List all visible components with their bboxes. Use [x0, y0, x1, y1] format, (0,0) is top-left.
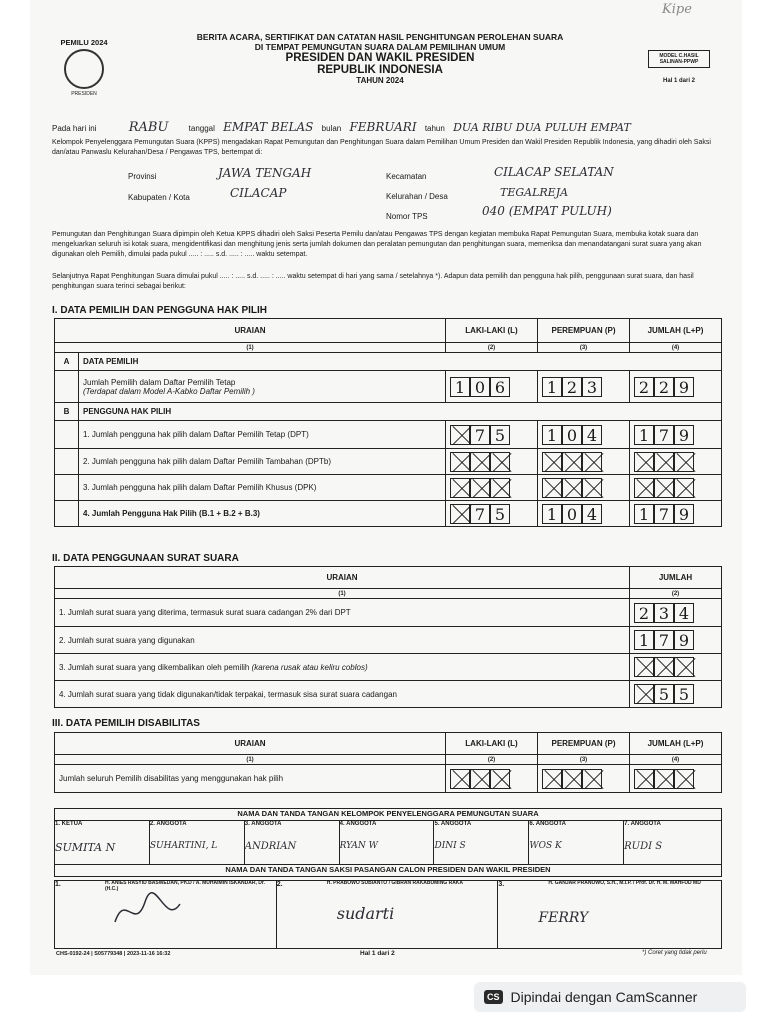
form-header [130, 32, 630, 85]
crossed-box [490, 452, 510, 472]
s1-n2: (2) [446, 343, 538, 353]
s1-b1-p [538, 421, 630, 449]
digit: 2 [634, 377, 654, 397]
kpps-members-row [55, 821, 722, 865]
s1-col-uraian: URAIAN [55, 319, 446, 343]
s1-b4-l [446, 501, 538, 527]
kpps-member [624, 821, 722, 865]
kpps-role: 5. ANGGOTA [434, 821, 472, 827]
s2-col-uraian: URAIAN [55, 567, 630, 589]
digit: 4 [582, 504, 602, 524]
s1-a-l [446, 371, 538, 403]
s2-r1: 1. Jumlah surat suara yang diterima, termasuk surat suara cadangan 2% dari DPT [55, 599, 630, 627]
digit: 1 [634, 504, 654, 524]
s1-a-title: DATA PEMILIH [79, 353, 722, 371]
section1-title: I. DATA PEMILIH DAN PENGGUNA HAK PILIH [52, 305, 267, 316]
kpps-role: 6. ANGGOTA [529, 821, 566, 827]
section2-title: II. DATA PENGGUNAAN SURAT SUARA [52, 553, 239, 564]
provinsi-label: Provinsi [128, 172, 157, 181]
digit: 2 [634, 603, 654, 623]
crossed-box [450, 504, 470, 524]
digit: 5 [490, 504, 510, 524]
kpps-name: ANDRIAN [244, 841, 297, 852]
kpps-role: 1. KETUA [55, 821, 83, 827]
kpps-role: 3. ANGGOTA [244, 821, 282, 827]
footer-page: Hal 1 dari 2 [360, 950, 395, 957]
kpps-name: SUHARTINI, L [149, 841, 218, 851]
s1-col-jml: JUMLAH (L+P) [630, 319, 722, 343]
tahun-label: tahun [424, 124, 445, 133]
saksi-paslon: H. ANIES RASYID BASWEDAN, Ph.D / A. MUHAIMIN ISKANDAR, Dr. (H.C.) [105, 880, 265, 892]
saksi-no: 3. [498, 881, 505, 888]
digit: 6 [490, 377, 510, 397]
crossed-box [450, 478, 470, 498]
intro-text: Kelompok Penyelenggara Pemungutan Suara (KPPS) mengadakan Rapat Pemungutan dan Penghitungan Suara dalam Pemilihan Umum Presiden dan Wakil Presiden Republik Indonesia, yang dihadiri oleh Saksi dan/atau Panwaslu Kelurahan/Desa / Pengawas TPS, bertempat di: [52, 139, 711, 156]
crossed-box [654, 769, 674, 789]
digit: 9 [674, 630, 694, 650]
crossed-box [674, 769, 694, 789]
s1-a-row1b-text: (Terdapat dalam Model A-Kabko Daftar Pemilih ) [83, 386, 255, 396]
kpu-logo [52, 38, 116, 97]
s1-col-l: LAKI-LAKI (L) [446, 319, 538, 343]
header-line5: TAHUN 2024 [356, 76, 404, 85]
crossed-box [674, 478, 694, 498]
kpps-title: NAMA DAN TANDA TANGAN KELOMPOK PENYELENGGARA PEMUNGUTAN SUARA [55, 809, 722, 821]
s1-b2-p [538, 449, 630, 475]
s1-a-j [630, 371, 722, 403]
crossed-box [490, 769, 510, 789]
digit: 3 [582, 377, 602, 397]
kpps-member [529, 821, 624, 865]
section3-table [54, 732, 722, 793]
crossed-box [470, 478, 490, 498]
kelurahan-label: Kelurahan / Desa [386, 192, 448, 201]
s3-col-uraian: URAIAN [55, 733, 446, 755]
s1-b3: 3. Jumlah pengguna hak pilih dalam Daftar Pemilih Khusus (DPK) [79, 475, 446, 501]
digit: 9 [674, 425, 694, 445]
model-page: Hal 1 dari 2 [662, 78, 695, 84]
s1-b3-p [538, 475, 630, 501]
digit: 0 [562, 504, 582, 524]
crossed-box [582, 452, 602, 472]
saksi-cell [276, 881, 498, 949]
hari-value: RABU [128, 120, 169, 135]
s1-b1-l [446, 421, 538, 449]
kpps-role: 2. ANGGOTA [149, 821, 187, 827]
digit: 9 [674, 377, 694, 397]
digit: 1 [450, 377, 470, 397]
crossed-box [542, 769, 562, 789]
digit: 7 [470, 504, 490, 524]
digit: 0 [470, 377, 490, 397]
saksi-title: NAMA DAN TANDA TANGAN SAKSI PASANGAN CALON PRESIDEN DAN WAKIL PRESIDEN [55, 865, 722, 877]
s3-r1-j [630, 765, 722, 793]
crossed-box [490, 478, 510, 498]
saksi-cell [55, 881, 277, 949]
digit: 7 [654, 630, 674, 650]
s3-col-jml: JUMLAH (L+P) [630, 733, 722, 755]
bulan-value: FEBRUARI [349, 120, 417, 134]
camscanner-icon: CS [484, 990, 503, 1004]
signature-icon [105, 892, 195, 932]
kpps-member [149, 821, 244, 865]
s3-col-l: LAKI-LAKI (L) [446, 733, 538, 755]
digit: 7 [654, 504, 674, 524]
section1-table [54, 318, 722, 527]
tanggal-label: tanggal [188, 124, 215, 133]
paragraph-2: Selanjutnya Rapat Penghitungan Suara dimulai pukul ..... : ..... s.d. ..... : ..... waktu setempat di hari yang sama / setelahnya *). Adapun data pemilih dan pengguna hak pilih, penggunaan surat suara, dan hasil penghitungan suara terinci sebagai berikut: [52, 273, 694, 290]
digit: 1 [634, 425, 654, 445]
footer-note: *) Coret yang tidak perlu [642, 950, 707, 956]
kecamatan-value: CILACAP SELATAN [494, 165, 614, 179]
corner-mark: Kipe [662, 2, 692, 17]
s1-b3-j [630, 475, 722, 501]
kpps-name: RYAN W [339, 841, 378, 851]
crossed-box [450, 425, 470, 445]
s1-n4: (4) [630, 343, 722, 353]
header-line1: BERITA ACARA, SERTIFIKAT DAN CATATAN HASIL PENGHITUNGAN PEROLEHAN SUARA [196, 32, 564, 42]
crossed-box [470, 452, 490, 472]
crossed-box [634, 657, 654, 677]
kpps-member [244, 821, 339, 865]
provinsi-value: JAWA TENGAH [218, 166, 312, 180]
header-line3: PRESIDEN DAN WAKIL PRESIDEN [285, 52, 475, 64]
saksi-no: 2. [276, 881, 283, 888]
s3-r1: Jumlah seluruh Pemilih disabilitas yang menggunakan hak pilih [55, 765, 446, 793]
s1-b2-l [446, 449, 538, 475]
digit: 2 [562, 377, 582, 397]
s1-b4: 4. Jumlah Pengguna Hak Pilih (B.1 + B.2 + B.3) [79, 501, 446, 527]
s1-b-letter: B [55, 403, 79, 421]
s1-b3-l [446, 475, 538, 501]
crossed-box [634, 684, 654, 704]
intro-line [52, 120, 732, 135]
s2-r4: 4. Jumlah surat suara yang tidak digunakan/tidak terpakai, termasuk sisa surat suara cadangan [55, 681, 630, 708]
tps-value: 040 (EMPAT PULUH) [482, 204, 612, 218]
crossed-box [634, 769, 654, 789]
kpps-table [54, 808, 722, 877]
kpps-name: RUDI S [624, 841, 663, 852]
digit: 9 [674, 504, 694, 524]
tahun-value: DUA RIBU DUA PULUH EMPAT [453, 121, 631, 134]
emblem-icon [64, 49, 104, 89]
bulan-label: bulan [321, 124, 342, 133]
crossed-box [542, 478, 562, 498]
s3-n3: (3) [538, 755, 630, 765]
digit: 0 [562, 425, 582, 445]
crossed-box [654, 452, 674, 472]
crossed-box [674, 452, 694, 472]
logo-top-text: PEMILU 2024 [60, 38, 108, 47]
saksi-no: 1. [55, 881, 61, 888]
digit: 1 [542, 377, 562, 397]
model-code: MODEL C.HASIL SALINAN-PPWP [648, 50, 710, 68]
kabupaten-value: CILACAP [230, 186, 287, 200]
saksi-name: FERRY [538, 910, 589, 926]
saksi-name: sudarti [336, 904, 395, 923]
logo-bottom-text: PRESIDEN [71, 91, 97, 97]
paragraph-1: Pemungutan dan Penghitungan Suara dipimpin oleh Ketua KPPS dihadiri oleh Saksi Peserta Pemilu dan/atau Pengawas TPS dengan kegiatan membuka Rapat Pemungutan Suara, membuka kotak suara dan mengeluarkan seluruh isi kotak suara, mengidentifikasi dan menghitung jenis serta jumlah dokumen dan peralatan pemungutan dan penghitungan suara, memeriksa dan menandatangani surat suara yang akan digunakan oleh Pemilih, dimulai pada pukul ..... : ..... s.d. ..... : ..... waktu setempat. [52, 231, 702, 258]
section3-title: III. DATA PEMILIH DISABILITAS [52, 718, 200, 729]
kabupaten-label: Kabupaten / Kota [128, 193, 190, 202]
s2-r3b-text: (karena rusak atau keliru coblos) [251, 662, 368, 672]
kelurahan-value: TEGALREJA [500, 186, 569, 199]
saksi-cell [498, 881, 722, 949]
s3-n2: (2) [446, 755, 538, 765]
crossed-box [542, 452, 562, 472]
camscanner-text: Dipindai dengan CamScanner [510, 989, 698, 1005]
header-line4: REPUBLIK INDONESIA [317, 64, 443, 76]
crossed-box [654, 657, 674, 677]
digit: 1 [634, 630, 654, 650]
digit: 4 [582, 425, 602, 445]
saksi-table [54, 880, 722, 949]
s2-r3 [55, 654, 630, 681]
crossed-box [582, 478, 602, 498]
s3-n4: (4) [630, 755, 722, 765]
pada-hari-label: Pada hari ini [52, 124, 97, 133]
s1-a-row1-text: Jumlah Pemilih dalam Daftar Pemilih Tetap [83, 377, 236, 387]
s2-r3-text: 3. Jumlah surat suara yang dikembalikan oleh pemilih [59, 662, 250, 672]
kpps-member [55, 821, 150, 865]
tanggal-value: EMPAT BELAS [223, 120, 314, 134]
kpps-name: SUMITA N [55, 841, 116, 854]
s3-r1-l [446, 765, 538, 793]
s3-r1-p [538, 765, 630, 793]
saksi-paslon: H. PRABOWO SUBIANTO / GIBRAN RAKABUMING RAKA [326, 880, 464, 886]
s1-n3: (3) [538, 343, 630, 353]
digit: 4 [674, 603, 694, 623]
crossed-box [634, 452, 654, 472]
digit: 3 [654, 603, 674, 623]
crossed-box [562, 452, 582, 472]
crossed-box [450, 452, 470, 472]
crossed-box [562, 478, 582, 498]
s1-col-p: PEREMPUAN (P) [538, 319, 630, 343]
s1-b2: 2. Jumlah pengguna hak pilih dalam Daftar Pemilih Tambahan (DPTb) [79, 449, 446, 475]
form-page [30, 0, 742, 975]
s2-r1-v [630, 599, 722, 627]
s2-n2: (2) [630, 589, 722, 599]
digit: 5 [490, 425, 510, 445]
crossed-box [654, 478, 674, 498]
s1-b4-p [538, 501, 630, 527]
crossed-box [582, 769, 602, 789]
s2-r2-v [630, 627, 722, 654]
kpps-role: 7. ANGGOTA [624, 821, 661, 827]
tps-label: Nomor TPS [386, 212, 428, 221]
digit: 1 [542, 425, 562, 445]
footer-code: CHS-0192-24 | S05779348 | 2023-11-16 16:32 [56, 951, 171, 957]
kpps-member [339, 821, 434, 865]
digit: 1 [542, 504, 562, 524]
digit: 5 [674, 684, 694, 704]
crossed-box [450, 769, 470, 789]
s1-b2-j [630, 449, 722, 475]
s1-a-row1 [79, 371, 446, 403]
s1-b1: 1. Jumlah pengguna hak pilih dalam Daftar Pemilih Tetap (DPT) [79, 421, 446, 449]
kpps-name: DINI S [434, 841, 466, 851]
s1-b4-j [630, 501, 722, 527]
crossed-box [562, 769, 582, 789]
saksi-paslon: H. GANJAR PRANOWO, S.H., M.I.P. / Prof. Dr. H. M. MAHFUD MD [548, 880, 701, 886]
s1-b-title: PENGGUNA HAK PILIH [79, 403, 722, 421]
s2-r3-v [630, 654, 722, 681]
s1-a-letter: A [55, 353, 79, 371]
header-line2: DI TEMPAT PEMUNGUTAN SUARA DALAM PEMILIHAN UMUM [254, 42, 506, 52]
kecamatan-label: Kecamatan [386, 172, 427, 181]
kpps-name: WOS K [529, 841, 562, 851]
crossed-box [470, 769, 490, 789]
digit: 5 [654, 684, 674, 704]
s2-n1: (1) [55, 589, 630, 599]
digit: 7 [470, 425, 490, 445]
s1-n1: (1) [55, 343, 446, 353]
section2-table [54, 566, 722, 708]
s1-b1-j [630, 421, 722, 449]
s2-col-jml: JUMLAH [630, 567, 722, 589]
digit: 2 [654, 377, 674, 397]
s3-n1: (1) [55, 755, 446, 765]
s3-col-p: PEREMPUAN (P) [538, 733, 630, 755]
s2-r2: 2. Jumlah surat suara yang digunakan [55, 627, 630, 654]
digit: 7 [654, 425, 674, 445]
kpps-member [434, 821, 529, 865]
s2-r4-v [630, 681, 722, 708]
kpps-role: 4. ANGGOTA [339, 821, 377, 827]
crossed-box [634, 478, 654, 498]
camscanner-watermark [474, 982, 746, 1012]
s1-a-p [538, 371, 630, 403]
crossed-box [674, 657, 694, 677]
